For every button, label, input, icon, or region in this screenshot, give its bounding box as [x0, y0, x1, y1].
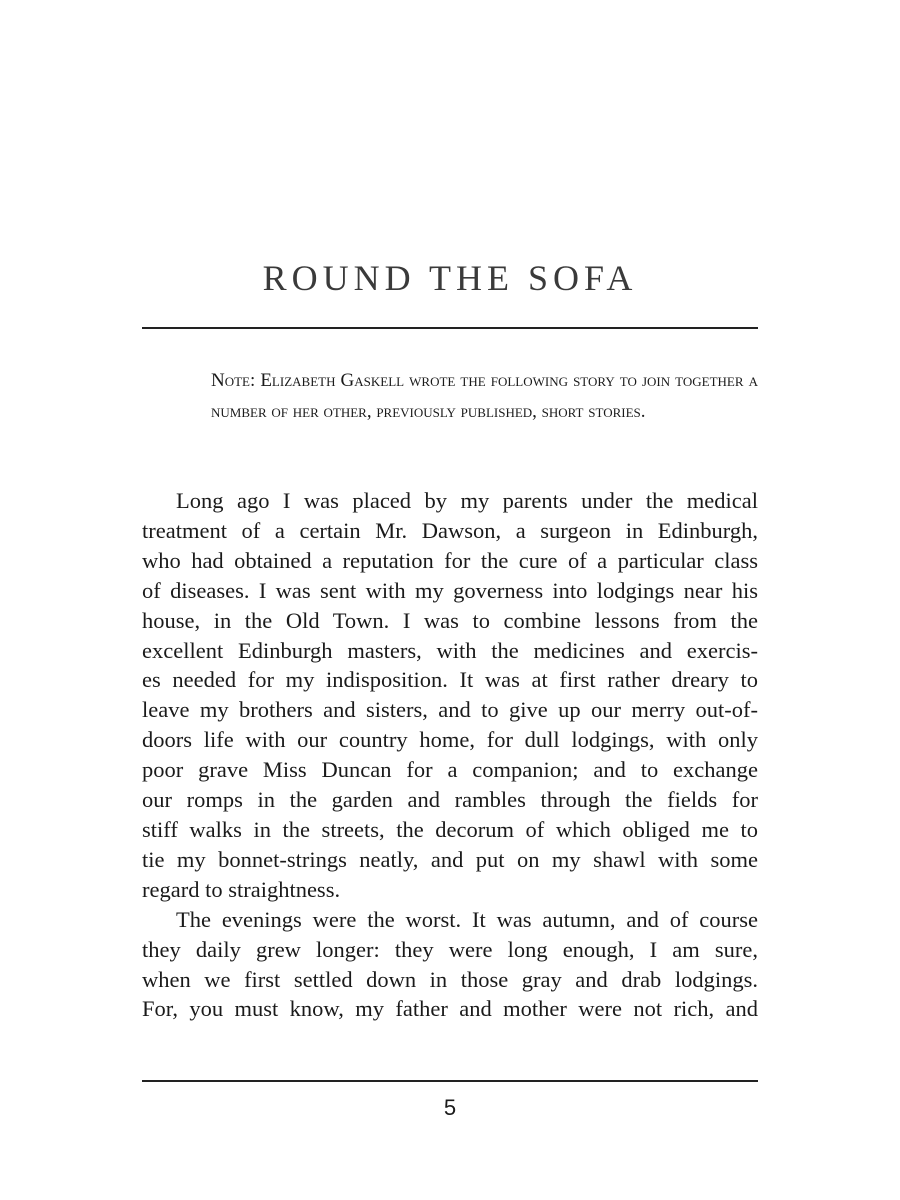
text-line: house, in the Old Town. I was to combine lessons from the: [142, 607, 758, 633]
text-line: For, you must know, my father and mother were not rich, and: [142, 996, 758, 1022]
text-line: regard to straightness.: [142, 876, 341, 902]
text-line: our romps in the garden and rambles through the fields for: [142, 787, 758, 813]
text-line: doors life with our country home, for dull lodgings, with only: [142, 727, 758, 753]
paragraph-2: [142, 905, 758, 1025]
story-body: [142, 486, 758, 1024]
text-line: poor grave Miss Duncan for a companion; and to exchange: [142, 757, 758, 783]
bottom-divider: [142, 1080, 758, 1082]
paragraph-1: [142, 486, 758, 905]
text-line: The evenings were the worst. It was autumn, and of course: [176, 906, 758, 932]
text-line: es needed for my indisposition. It was at first rather dreary to: [142, 667, 758, 693]
text-line: who had obtained a reputation for the cure of a particular class: [142, 547, 758, 573]
page-number: 5: [443, 1095, 457, 1120]
text-line: they daily grew longer: they were long enough, I am sure,: [142, 936, 758, 962]
text-line: stiff walks in the streets, the decorum of which obliged me to: [142, 816, 758, 842]
text-line: of diseases. I was sent with my governess into lodgings near his: [142, 577, 758, 603]
chapter-title: ROUND THE SOFA: [262, 258, 638, 298]
text-line: excellent Edinburgh masters, with the medicines and exercis-: [142, 637, 758, 663]
text-line: when we first settled down in those gray and drab lodgings.: [142, 966, 758, 992]
editor-note: Note: Elizabeth Gaskell wrote the following story to join together a number of her other, previously published, short stories.: [211, 370, 758, 422]
text-line: tie my bonnet-strings neatly, and put on my shawl with some: [142, 846, 758, 872]
text-line: leave my brothers and sisters, and to give up our merry out-of-: [142, 697, 758, 723]
text-line: treatment of a certain Mr. Dawson, a surgeon in Edinburgh,: [142, 517, 758, 543]
text-line: Long ago I was placed by my parents under the medical: [176, 488, 758, 513]
top-divider: [142, 327, 758, 329]
